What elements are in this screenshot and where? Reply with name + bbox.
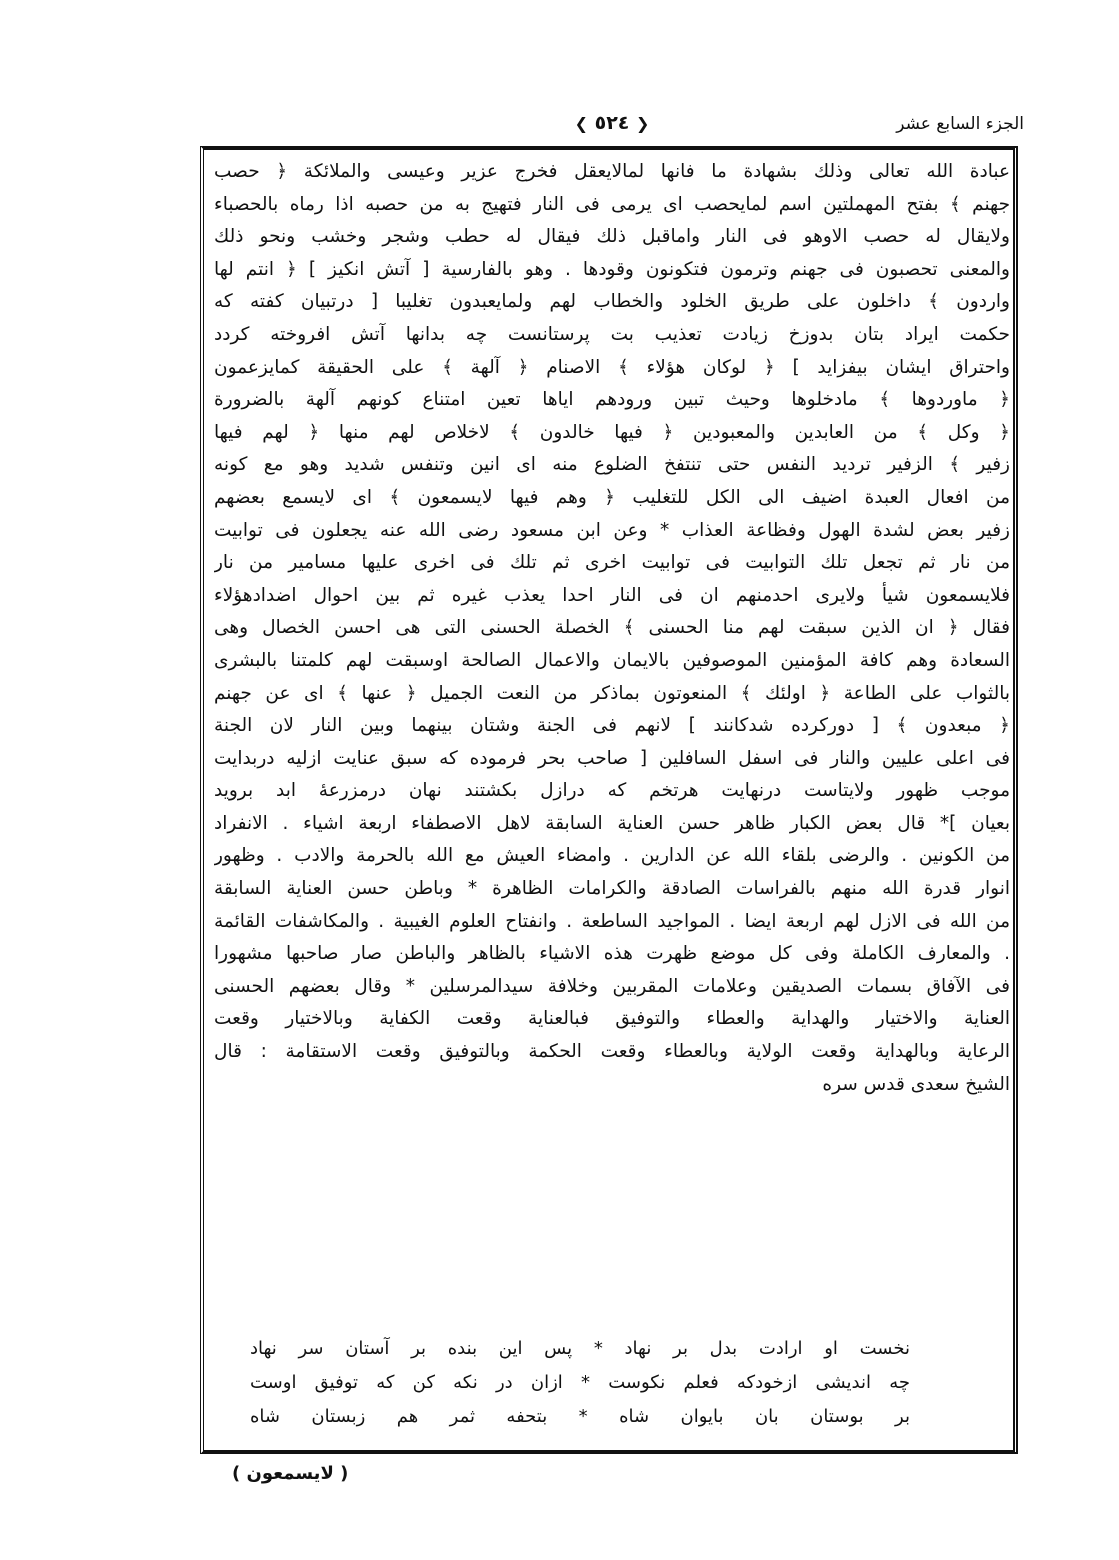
main-text bbox=[214, 156, 1010, 1101]
text-line: والمعنى تحصبون فى جهنم وترمون فتكونون وقودها . وهو بالفارسية [ آتش انكيز ] ﴿ انتم لها bbox=[214, 258, 1010, 280]
verse-line: بر بوستان بان بايوان شاه * بتحفه ثمر هم زبستان شاه bbox=[250, 1406, 910, 1427]
text-line: ﴿ مبعدون ﴾ [ دوركرده شدكانند ] لانهم فى الجنة وشتان بينهما وبين النار لان الجنة bbox=[214, 715, 1010, 737]
catchword: ( لايسمعون ) bbox=[232, 1463, 349, 1484]
text-line: فى اعلى عليين والنار فى اسفل السافلين [ صاحب بحر فرموده كه سبق عنايت ازليه دربدايت bbox=[214, 747, 1010, 769]
text-line: من افعال العبدة اضيف الى الكل للتغليب ﴿ وهم فيها لايسمعون ﴾ اى لايسمع بعضهم bbox=[214, 486, 1010, 508]
verse-line: نخست او ارادت بدل بر نهاد * پس اين بنده بر آستان سر نهاد bbox=[250, 1338, 910, 1359]
page-number-value: ٥٢٤ bbox=[594, 112, 630, 134]
text-line: فقال ﴿ ان الذين سبقت لهم منا الحسنى ﴾ الخصلة الحسنى التى هى احسن الخصال وهى bbox=[214, 617, 1010, 639]
text-line: موجب ظهور ولايتاست درنهايت هرتخم كه درازل بكشتند نهان درمزرعهٔ ابد برويد bbox=[214, 780, 1010, 802]
text-line: انوار قدرة الله منهم بالفراسات الصادقة والكرامات الظاهرة * وباطن حسن العناية السابقة bbox=[214, 878, 1010, 900]
text-line: الشيخ سعدى قدس سره bbox=[822, 1073, 1010, 1095]
text-line: واحتراق ايشان بيفزايد ] ﴿ لوكان هؤلاء ﴾ الاصنام ﴿ آلهة ﴾ على الحقيقة كمايزعمون bbox=[214, 356, 1010, 378]
text-line: ولايقال له حصب الاوهو فى النار واماقبل ذلك فيقال له حطب وشجر وخشب ونحو ذلك bbox=[214, 226, 1010, 248]
text-line: زفير بعض لشدة الهول وفظاعة العذاب * وعن ابن مسعود رضى الله عنه يجعلون فى توابيت bbox=[214, 519, 1010, 541]
text-line: فلايسمعون شيأ ولايرى احدمنهم ان فى النار احدا يعذب غيره ثم بين احوال اضدادهؤلاء bbox=[214, 584, 1010, 606]
text-line: فى الآفاق بسمات الصديقين وعلامات المقربين وخلافة سيدالمرسلين * وقال بعضهم الحسنى bbox=[214, 975, 1010, 997]
text-line: جهنم ﴾ بفتح المهملتين اسم لمايحصب اى يرمى فى النار فتهيج به من حصبه اذا رماه بالحصباء bbox=[214, 193, 1010, 215]
text-line: السعادة وهم كافة المؤمنين الموصوفين بالايمان والاعمال الصالحة اوسبقت لهم كلمتنا بالبشرى bbox=[214, 649, 1010, 671]
text-line: العناية والاختيار والهداية والعطاء والتوفيق فبالعناية وقعت الكفاية وبالاختيار وقعت bbox=[214, 1008, 1010, 1030]
text-line: واردون ﴾ داخلون على طريق الخلود والخطاب لهم ولمايعبدون تغليبا [ درتبيان كفته كه bbox=[214, 291, 1010, 313]
page-number bbox=[575, 112, 650, 134]
text-line: عبادة الله تعالى وذلك بشهادة ما فانها لمالايعقل فخرج عزير وعيسى والملائكة ﴿ حصب bbox=[214, 161, 1010, 182]
verse-line: چه انديشى ازخودكه فعلم نكوست * ازان در نكه كن كه توفيق اوست bbox=[250, 1372, 910, 1393]
text-line: من الكونين . والرضى بلقاء الله عن الدارين . وامضاء العيش مع الله بالحرمة والادب . وظهور bbox=[214, 845, 1010, 867]
ornament-left-icon: ❮ bbox=[636, 114, 650, 133]
text-line: ﴿ ماوردوها ﴾ مادخلوها وحيث تبين ورودهم اياها تعين امتناع كونهم آلهة بالضرورة bbox=[214, 389, 1010, 411]
page-header bbox=[200, 112, 1024, 142]
text-line: حكمت ايراد بتان بدوزخ زيادت تعذيب بت پرستانست چه بدانها آتش افروخته كردد bbox=[214, 323, 1010, 345]
text-line: بعيان ]* قال بعض الكبار ظاهر حسن العناية السابقة لاهل الاصطفاء اربعة اشياء . الانفراد bbox=[214, 812, 1010, 834]
text-line: ﴿ وكل ﴾ من العابدين والمعبودين ﴿ فيها خالدون ﴾ لاخلاص لهم منها ﴿ لهم فيها bbox=[214, 421, 1010, 443]
verse-block bbox=[250, 1332, 910, 1434]
text-line: زفير ﴾ الزفير ترديد النفس حتى تنتفخ الضلوع منه اى انين وتنفس شديد وهو مع كونه bbox=[214, 454, 1010, 476]
text-line: من نار ثم تجعل تلك التوابيت فى توابيت اخرى ثم تلك فى اخرى عليها مسامير من نار bbox=[214, 552, 1010, 574]
text-line: الرعاية وبالهداية وقعت الولاية وبالعطاء وقعت الحكمة وبالتوفيق وقعت الاستقامة : قال bbox=[214, 1041, 1010, 1063]
part-label: الجزء السابع عشر bbox=[896, 114, 1024, 134]
text-line: بالثواب على الطاعة ﴿ اولئك ﴾ المنعوتون بماذكر من النعت الجميل ﴿ عنها ﴾ اى عن جهنم bbox=[214, 682, 1010, 704]
text-line: . والمعارف الكاملة وفى كل موضع ظهرت هذه الاشياء بالظاهر والباطن صار صاحبها مشهورا bbox=[214, 943, 1010, 965]
ornament-right-icon: ❯ bbox=[574, 114, 588, 133]
text-line: من الله فى الازل لهم اربعة ايضا . المواجيد الساطعة . وانفتاح العلوم الغيبية . والمكاشفات القائمة bbox=[214, 910, 1010, 932]
